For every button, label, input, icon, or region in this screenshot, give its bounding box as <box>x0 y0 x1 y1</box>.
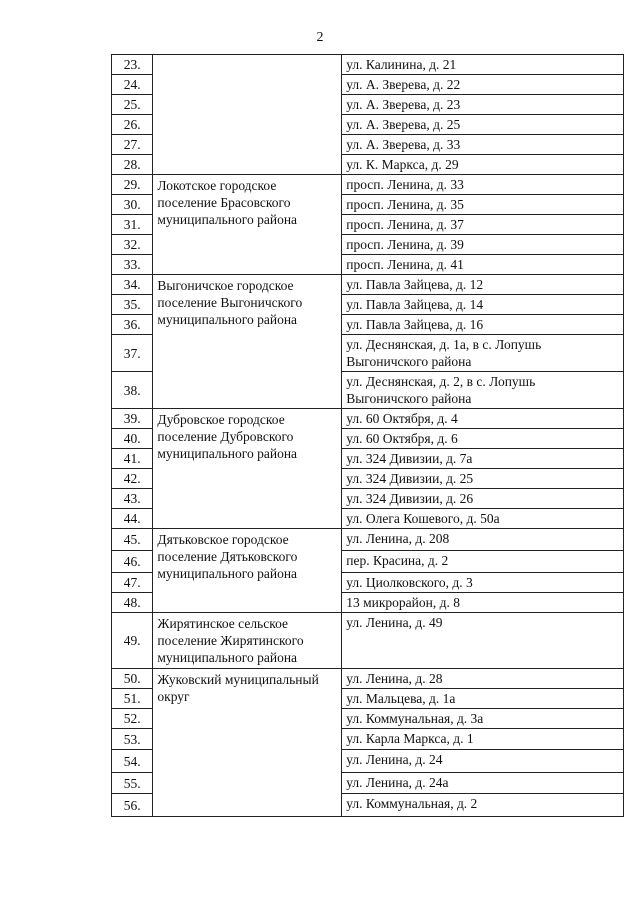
row-number: 42. <box>112 469 153 489</box>
address: ул. А. Зверева, д. 33 <box>342 135 624 155</box>
settlement-name: Жирятинское сельское поселение Жирятинского муниципального района <box>153 613 342 669</box>
address: ул. Олега Кошевого, д. 50а <box>342 509 624 529</box>
row-number: 26. <box>112 115 153 135</box>
address-table <box>111 54 624 817</box>
row-number: 25. <box>112 95 153 115</box>
table-row <box>112 275 624 295</box>
table-row <box>112 529 624 551</box>
table-row <box>112 55 624 75</box>
row-number: 51. <box>112 689 153 709</box>
address: просп. Ленина, д. 41 <box>342 255 624 275</box>
row-number: 33. <box>112 255 153 275</box>
row-number: 32. <box>112 235 153 255</box>
address: ул. Ленина, д. 24а <box>342 773 624 794</box>
address: ул. Павла Зайцева, д. 16 <box>342 315 624 335</box>
address: ул. 60 Октября, д. 4 <box>342 409 624 429</box>
address: ул. Ленина, д. 28 <box>342 669 624 689</box>
row-number: 53. <box>112 729 153 750</box>
address: ул. Ленина, д. 24 <box>342 750 624 773</box>
row-number: 49. <box>112 613 153 669</box>
row-number: 23. <box>112 55 153 75</box>
address: ул. Мальцева, д. 1а <box>342 689 624 709</box>
row-number: 31. <box>112 215 153 235</box>
settlement-name: Дубровское городское поселение Дубровского муниципального района <box>153 409 342 529</box>
row-number: 38. <box>112 372 153 409</box>
settlement-name: Выгоничское городское поселение Выгоничского муниципального района <box>153 275 342 409</box>
row-number: 27. <box>112 135 153 155</box>
address: ул. 60 Октября, д. 6 <box>342 429 624 449</box>
row-number: 50. <box>112 669 153 689</box>
row-number: 55. <box>112 773 153 794</box>
address: ул. Ленина, д. 49 <box>342 613 624 669</box>
row-number: 40. <box>112 429 153 449</box>
address: просп. Ленина, д. 37 <box>342 215 624 235</box>
table-row <box>112 409 624 429</box>
address: ул. К. Маркса, д. 29 <box>342 155 624 175</box>
row-number: 39. <box>112 409 153 429</box>
address: ул. Калинина, д. 21 <box>342 55 624 75</box>
row-number: 54. <box>112 750 153 773</box>
address: просп. Ленина, д. 33 <box>342 175 624 195</box>
address: ул. Деснянская, д. 1а, в с. Лопушь Выгоничского района <box>342 335 624 372</box>
address: 13 микрорайон, д. 8 <box>342 593 624 613</box>
row-number: 34. <box>112 275 153 295</box>
table-row <box>112 669 624 689</box>
row-number: 52. <box>112 709 153 729</box>
address: ул. А. Зверева, д. 25 <box>342 115 624 135</box>
row-number: 48. <box>112 593 153 613</box>
address: ул. Карла Маркса, д. 1 <box>342 729 624 750</box>
settlement-name: Дятьковское городское поселение Дятьковского муниципального района <box>153 529 342 613</box>
row-number: 29. <box>112 175 153 195</box>
row-number: 47. <box>112 573 153 593</box>
table-row <box>112 613 624 669</box>
row-number: 30. <box>112 195 153 215</box>
settlement-name: Локотское городское поселение Брасовского муниципального района <box>153 175 342 275</box>
address: ул. А. Зверева, д. 23 <box>342 95 624 115</box>
address: ул. Коммунальная, д. 2 <box>342 794 624 817</box>
row-number: 41. <box>112 449 153 469</box>
address: ул. Павла Зайцева, д. 12 <box>342 275 624 295</box>
address: ул. 324 Дивизии, д. 25 <box>342 469 624 489</box>
address: ул. А. Зверева, д. 22 <box>342 75 624 95</box>
row-number: 45. <box>112 529 153 551</box>
row-number: 35. <box>112 295 153 315</box>
settlement-name <box>153 55 342 175</box>
address: ул. Павла Зайцева, д. 14 <box>342 295 624 315</box>
address: ул. Циолковского, д. 3 <box>342 573 624 593</box>
address: ул. 324 Дивизии, д. 7а <box>342 449 624 469</box>
row-number: 28. <box>112 155 153 175</box>
address: ул. Ленина, д. 208 <box>342 529 624 551</box>
address: пер. Красина, д. 2 <box>342 551 624 573</box>
address: просп. Ленина, д. 35 <box>342 195 624 215</box>
row-number: 43. <box>112 489 153 509</box>
address: просп. Ленина, д. 39 <box>342 235 624 255</box>
row-number: 36. <box>112 315 153 335</box>
row-number: 46. <box>112 551 153 573</box>
page-number: 2 <box>316 30 324 45</box>
address: ул. 324 Дивизии, д. 26 <box>342 489 624 509</box>
settlement-name: Жуковский муниципальный округ <box>153 669 342 817</box>
table-row <box>112 175 624 195</box>
address: ул. Коммунальная, д. 3а <box>342 709 624 729</box>
row-number: 44. <box>112 509 153 529</box>
row-number: 24. <box>112 75 153 95</box>
row-number: 56. <box>112 794 153 817</box>
row-number: 37. <box>112 335 153 372</box>
address: ул. Деснянская, д. 2, в с. Лопушь Выгоничского района <box>342 372 624 409</box>
